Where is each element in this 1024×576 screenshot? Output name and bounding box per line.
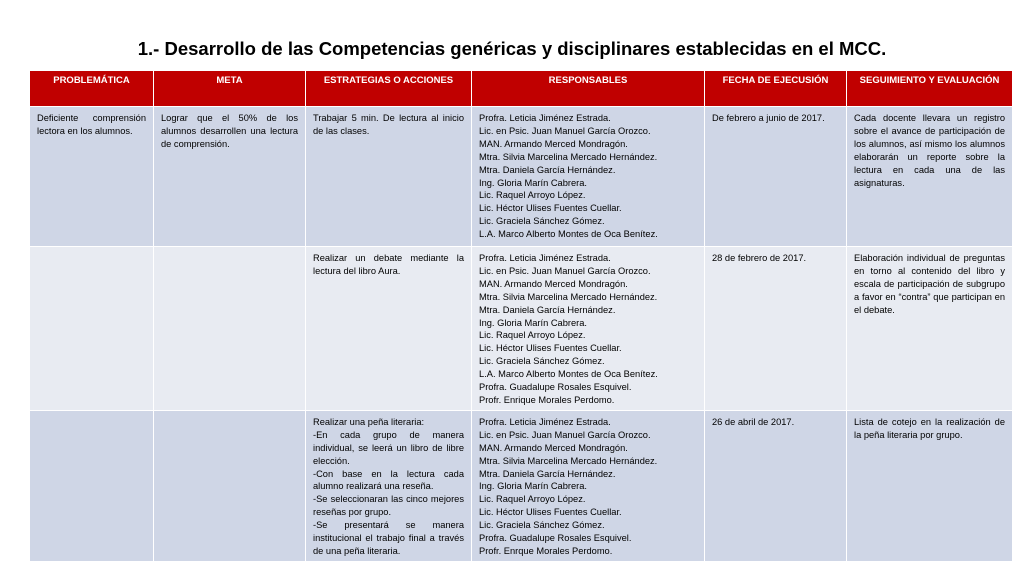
cell-problematica: Deficiente comprensión lectora en los alumnos.	[30, 107, 154, 247]
header-responsables: RESPONSABLES	[472, 71, 705, 107]
responsable-item: L.A. Marco Alberto Montes de Oca Benítez.	[479, 229, 658, 240]
cell-fecha: 26 de abril de 2017.	[705, 410, 847, 561]
cell-responsables	[472, 410, 705, 561]
responsable-item: Lic. Graciela Sánchez Gómez.	[479, 520, 605, 531]
responsable-item: Lic. Raquel Arroyo López.	[479, 190, 586, 201]
estrategia-item: -Con base en la lectura cada alumno realizará una reseña.	[313, 468, 464, 492]
responsable-item: Mtra. Silvia Marcelina Mercado Hernández.	[479, 291, 658, 302]
responsable-item: L.A. Marco Alberto Montes de Oca Benítez.	[479, 369, 658, 380]
responsable-item: Profra. Leticia Jiménez Estrada.	[479, 113, 611, 123]
responsable-item: Profra. Leticia Jiménez Estrada.	[479, 416, 611, 427]
cell-fecha: 28 de febrero de 2017.	[705, 247, 847, 411]
page-title: 1.- Desarrollo de las Competencias genéricas y disciplinares establecidas en el MCC.	[137, 38, 887, 59]
cell-estrategias	[306, 247, 472, 411]
cell-seguimiento: Lista de cotejo en la realización de la peña literaria por grupo.	[847, 410, 1013, 561]
header-estrategias: ESTRATEGIAS O ACCIONES	[306, 71, 472, 107]
responsable-item: Ing. Gloria Marín Cabrera.	[479, 317, 587, 328]
competencias-table	[29, 70, 1013, 562]
responsable-item: Profr. Enrique Morales Perdomo.	[479, 394, 615, 405]
estrategia-item: Realizar una peña literaria:	[313, 416, 425, 427]
responsable-item: Lic. Graciela Sánchez Gómez.	[479, 216, 605, 227]
estrategia-item: Realizar un debate mediante la lectura del libro Aura.	[313, 253, 464, 276]
responsable-item: Profra. Guadalupe Rosales Esquivel.	[479, 382, 632, 393]
estrategia-item: -Se seleccionaran las cinco mejores reseñas por grupo.	[313, 494, 464, 518]
estrategia-item: -En cada grupo de manera individual, se leerá un libro de libre elección.	[313, 429, 464, 466]
responsable-item: MAN. Armando Merced Mondragón.	[479, 442, 628, 453]
responsable-item: MAN. Armando Merced Mondragón.	[479, 278, 628, 289]
cell-responsables	[472, 247, 705, 411]
header-fecha: FECHA DE EJECUSIÓN	[705, 71, 847, 107]
responsable-item: Lic. Raquel Arroyo López.	[479, 494, 586, 505]
responsable-item: Profr. Enrque Morales Perdomo.	[479, 545, 613, 556]
responsable-item: Mtra. Silvia Marcelina Mercado Hernández.	[479, 151, 658, 162]
header-meta: META	[154, 71, 306, 107]
table-row	[30, 410, 1013, 561]
responsable-item: Lic. en Psic. Juan Manuel García Orozco.	[479, 125, 651, 136]
responsable-item: Lic. Héctor Ulises Fuentes Cuellar.	[479, 507, 622, 518]
cell-responsables	[472, 107, 705, 247]
cell-problematica	[30, 247, 154, 411]
responsable-item: Mtra. Daniela García Hernández.	[479, 164, 616, 175]
responsable-item: Mtra. Daniela García Hernández.	[479, 468, 616, 479]
responsable-item: Profra. Leticia Jiménez Estrada.	[479, 253, 611, 263]
responsable-item: Lic. en Psic. Juan Manuel García Orozco.	[479, 429, 651, 440]
table-row	[30, 107, 1013, 247]
cell-meta: Lograr que el 50% de los alumnos desarrollen una lectura de comprensión.	[154, 107, 306, 247]
responsable-item: Lic. Graciela Sánchez Gómez.	[479, 356, 605, 367]
header-seguimiento: SEGUIMIENTO Y EVALUACIÓN	[847, 71, 1013, 107]
cell-seguimiento: Cada docente llevara un registro sobre el avance de participación de los alumnos, así mismo los alumnos elaborarán un reporte sobre la lectura en cada una de las asignaturas.	[847, 107, 1013, 247]
header-problematica: PROBLEMÁTICA	[30, 71, 154, 107]
responsable-item: Ing. Gloria Marín Cabrera.	[479, 481, 587, 492]
responsable-item: MAN. Armando Merced Mondragón.	[479, 138, 628, 149]
table-header-row	[30, 71, 1013, 107]
cell-estrategias	[306, 410, 472, 561]
cell-seguimiento: Elaboración individual de preguntas en torno al contenido del libro y escala de participación de subgrupo a favor en “contra” que participan en el debate.	[847, 247, 1013, 411]
responsable-item: Mtra. Silvia Marcelina Mercado Hernández.	[479, 455, 658, 466]
cell-meta	[154, 247, 306, 411]
responsable-item: Lic. Raquel Arroyo López.	[479, 330, 586, 341]
cell-meta	[154, 410, 306, 561]
responsable-item: Mtra. Daniela García Hernández.	[479, 304, 616, 315]
estrategia-item: Trabajar 5 min. De lectura al inicio de las clases.	[313, 113, 464, 136]
table-row	[30, 247, 1013, 411]
responsable-item: Lic. Héctor Ulises Fuentes Cuellar.	[479, 343, 622, 354]
responsable-item: Ing. Gloria Marín Cabrera.	[479, 177, 587, 188]
estrategia-item: -Se presentará se manera institucional el trabajo final a través de una peña literaria.	[313, 520, 464, 556]
responsable-item: Lic. en Psic. Juan Manuel García Orozco.	[479, 265, 651, 276]
cell-fecha: De febrero a junio de 2017.	[705, 107, 847, 247]
responsable-item: Lic. Héctor Ulises Fuentes Cuellar.	[479, 203, 622, 214]
responsable-item: Profra. Guadalupe Rosales Esquivel.	[479, 533, 632, 544]
cell-problematica	[30, 410, 154, 561]
cell-estrategias	[306, 107, 472, 247]
